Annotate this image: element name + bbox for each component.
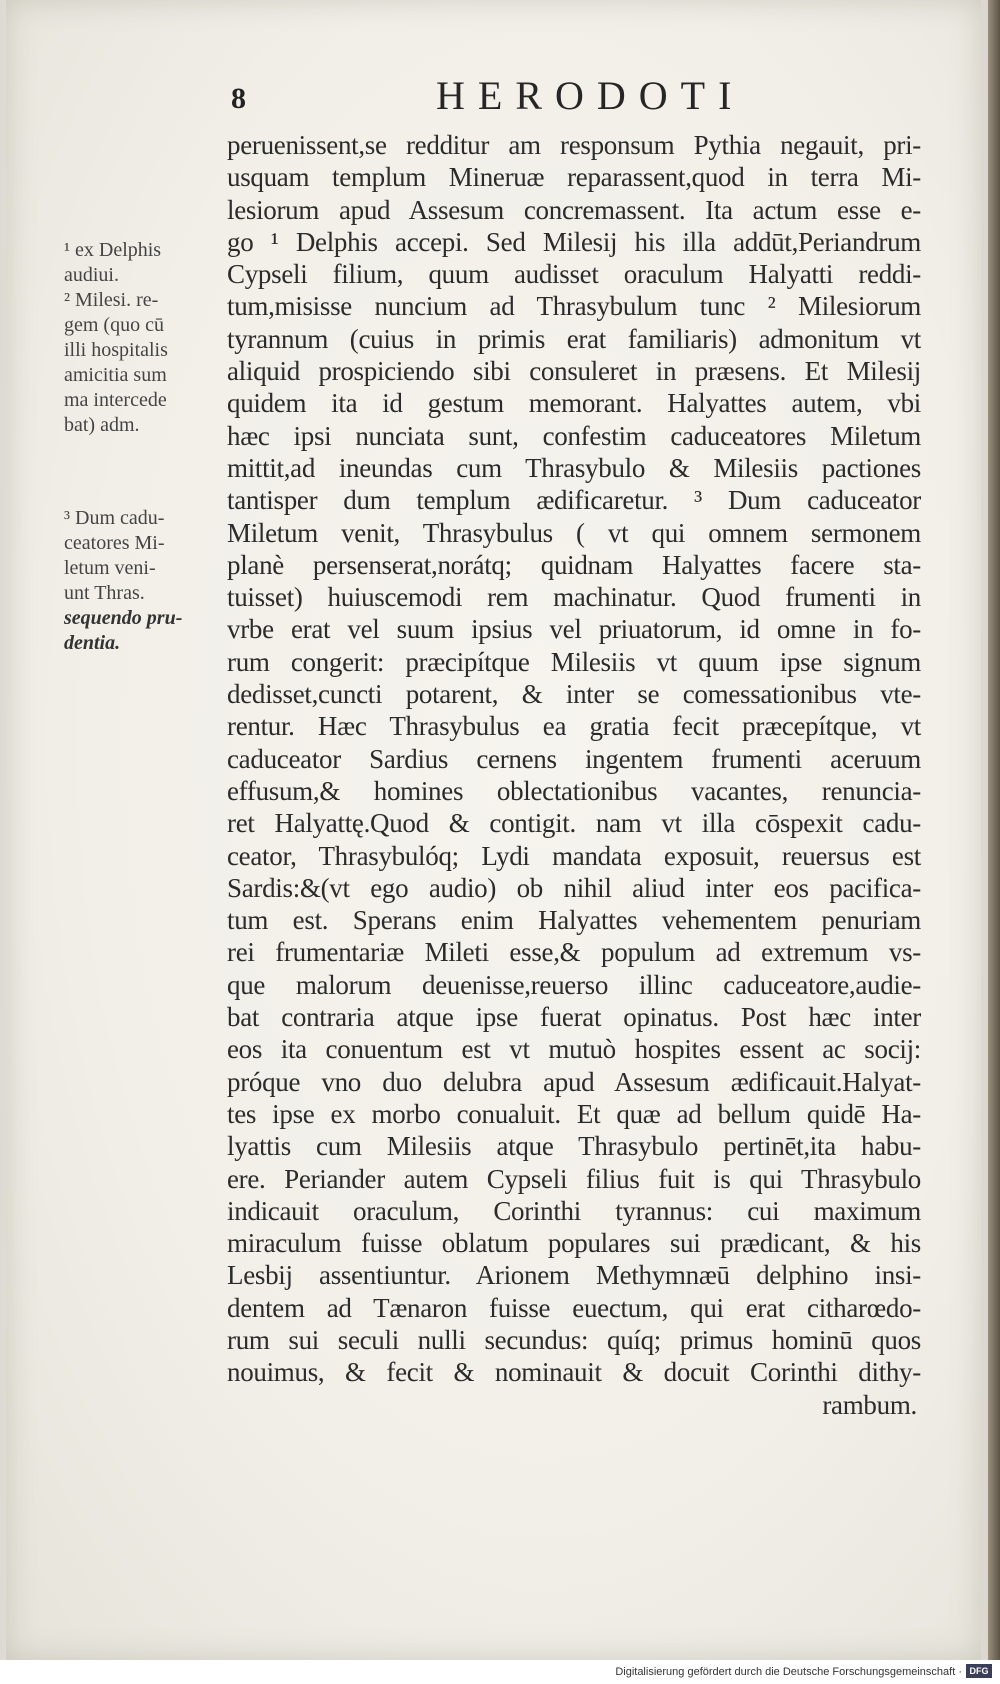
text-line: lesiorum apud Assesum concremassent. Ita actum esse e- (227, 194, 921, 225)
text-line: ceator, Thrasybulóq; Lydi mandata exposuit, reuersus est (227, 840, 921, 871)
text-line: bat contraria atque ipse fuerat opinatus. Post hæc inter (227, 1002, 921, 1033)
text-line: dentem ad Tænaron fuisse euectum, qui erat citharœdo- (227, 1292, 921, 1323)
margin-note-line: ceatores Mi- (64, 532, 165, 554)
footer-bar (0, 1660, 1000, 1684)
text-line: ret Halyattę.Quod & contigit. nam vt illa cōspexit cadu- (227, 808, 921, 839)
text-line: rum congerit: præcipítque Milesiis vt quum ipse signum (227, 646, 921, 677)
margin-note-1 (64, 238, 216, 438)
text-line: Lesbij assentiuntur. Arionem Methymnæū delphino insi- (227, 1260, 921, 1291)
text-line: Miletum venit, Thrasybulus ( vt qui omnem sermonem (227, 517, 921, 548)
text-line: lyattis cum Milesiis atque Thrasybulo pertinēt,ita habu- (227, 1131, 921, 1162)
margin-note-line: amicitia sum (64, 364, 167, 386)
text-line: mittit,ad ineundas cum Thrasybulo & Milesiis pactiones (227, 452, 921, 483)
text-line: que malorum deuenisse,reuerso illinc caduceatore,audie- (227, 969, 921, 1000)
margin-note-line: unt Thras. (64, 582, 145, 604)
text-line: rentur. Hæc Thrasybulus ea gratia fecit præcepítque, vt (227, 711, 921, 742)
text-line: próque vno duo delubra apud Assesum ædificauit.Halyat- (227, 1066, 921, 1097)
text-line: effusum,& homines oblectationibus vacantes, renuncia- (227, 775, 921, 806)
text-line: eos ita conuentum est vt mutuò hospites essent ac socij: (227, 1034, 921, 1065)
margin-note-2 (64, 506, 216, 656)
text-line: rei frumentariæ Mileti esse,& populum ad extremum vs- (227, 937, 921, 968)
text-line: ere. Periander autem Cypseli filius fuit is qui Thrasybulo (227, 1163, 921, 1194)
margin-note-line: ³ Dum cadu- (64, 507, 165, 529)
page-header (6, 70, 981, 120)
text-line: peruenissent,se redditur am responsum Pythia negauit, pri- (227, 130, 921, 160)
book-binding-edge (988, 0, 1000, 1660)
text-line: aliquid prospiciendo sibi consuleret in præsens. Et Milesij (227, 356, 921, 387)
running-title: HERODOTI (436, 73, 745, 118)
book-page (6, 0, 981, 1660)
text-line: tuisset) huiuscemodi rem machinatur. Quod frumenti in (227, 582, 921, 613)
margin-note-line: gem (quo cū (64, 314, 164, 336)
text-line: planè persenserat,norátq; quidnam Halyattes facere sta- (227, 549, 921, 580)
margin-note-line: ma intercede (64, 389, 167, 411)
text-line: miraculum fuisse oblatum populares sui prædicant, & his (227, 1228, 921, 1259)
margin-note-line: illi hospitalis (64, 339, 168, 361)
margin-note-line: dentia. (64, 632, 121, 654)
page-number: 8 (231, 82, 246, 115)
dfg-logo: DFG (966, 1664, 992, 1678)
margin-note-line: audiui. (64, 264, 119, 286)
funding-credit: Digitalisierung gefördert durch die Deutsche Forschungsgemeinschaft · (615, 1666, 962, 1678)
text-line: go ¹ Delphis accepi. Sed Milesij his illa addūt,Periandrum (227, 226, 921, 257)
margin-note-line: ¹ ex Delphis (64, 239, 162, 261)
margin-note-line: letum veni- (64, 557, 156, 579)
text-line: tantisper dum templum ædificaretur. ³ Dum caduceator (227, 485, 921, 516)
text-line: vrbe erat vel suum ipsius vel priuatorum, id omne in fo- (227, 614, 921, 645)
margin-note-line: ² Milesi. re- (64, 289, 159, 311)
text-line: tes ipse ex morbo conualuit. Et quæ ad bellum quidē Ha- (227, 1098, 921, 1129)
text-line: Sardis:&(vt ego audio) ob nihil aliud inter eos pacifica- (227, 872, 921, 903)
text-line: dedisset,cuncti potarent, & inter se comessationibus vte- (227, 679, 921, 710)
text-line: caduceator Sardius cernens ingentem frumenti aceruum (227, 743, 921, 774)
text-line: rum sui seculi nulli secundus: quíq; primus hominū quos (227, 1324, 921, 1355)
text-line: Cypseli filium, quum audisset oraculum Halyatti reddi- (227, 259, 921, 290)
text-line: hæc ipsi nunciata sunt, confestim caduceatores Miletum (227, 420, 921, 451)
text-line: quidem ita id gestum memorant. Halyattes autem, vbi (227, 388, 921, 419)
text-line: tyrannum (cuius in primis erat familiaris) admonitum vt (227, 323, 921, 354)
margin-note-line: sequendo pru- (64, 607, 183, 629)
text-line: tum est. Sperans enim Halyattes vehementem penuriam (227, 905, 921, 936)
main-text-block (227, 129, 921, 1421)
text-line: indicauit oraculum, Corinthi tyrannus: cui maximum (227, 1195, 921, 1226)
text-line: usquam templum Mineruæ reparassent,quod in terra Mi- (227, 162, 921, 193)
margin-note-line: bat) adm. (64, 414, 140, 436)
text-line: tum,misisse nuncium ad Thrasybulum tunc ² Milesiorum (227, 291, 921, 322)
text-line: rambum. (822, 1389, 917, 1420)
text-line: nouimus, & fecit & nominauit & docuit Corinthi dithy- (227, 1357, 921, 1388)
